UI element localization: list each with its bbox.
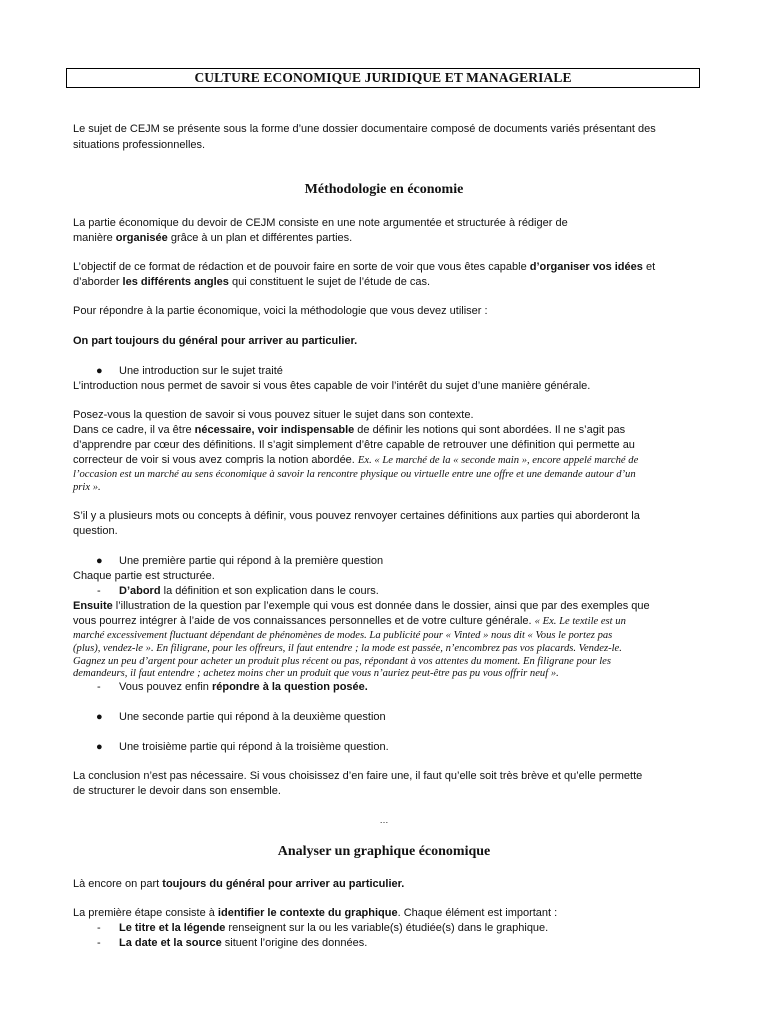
- dash-item: Le titre et la légende renseignent sur la ou les variable(s) étudiée(s) dans le graphique.: [119, 922, 549, 934]
- intro-line-2: situations professionnelles.: [73, 139, 206, 151]
- example-text: (plus), vendez-le ». En filigrane, pour les offreurs, il faut entendre ; la mode est passée, n’encombrez pas vos placards. Vendez-le.: [73, 643, 622, 654]
- paragraph-line: Dans ce cadre, il va être nécessaire, voir indispensable de définir les notions qui sont abordées. Il ne s’agit pas: [73, 424, 626, 436]
- paragraph-line: d’apprendre par cœur des définitions. Il s’agit simplement d’être capable de retrouver une définition qui permette au: [73, 439, 635, 451]
- bullet-item: Une première partie qui répond à la première question: [119, 555, 384, 567]
- bullet-icon: ●: [96, 365, 103, 377]
- dash-item: D’abord la définition et son explication dans le cours.: [119, 585, 379, 597]
- dash-item: La date et la source situent l’origine des données.: [119, 937, 368, 949]
- paragraph-line: de structurer le devoir dans son ensemble.: [73, 785, 281, 797]
- bullet-item: Une seconde partie qui répond à la deuxième question: [119, 711, 386, 723]
- dash-icon: -: [97, 585, 101, 597]
- bullet-icon: ●: [96, 555, 103, 567]
- document-title: CULTURE ECONOMIQUE JURIDIQUE ET MANAGERIALE: [66, 68, 700, 88]
- dash-icon: -: [97, 922, 101, 934]
- paragraph-line: manière organisée grâce à un plan et différentes parties.: [73, 232, 353, 244]
- paragraph-line: La partie économique du devoir de CEJM consiste en une note argumentée et structurée à rédiger de: [73, 217, 568, 229]
- section-heading-economie: Méthodologie en économie: [304, 182, 464, 197]
- dash-icon: -: [97, 681, 101, 693]
- paragraph-line: L’objectif de ce format de rédaction et de pouvoir faire en sorte de voir que vous êtes capable d’organiser vos idées et: [73, 261, 656, 273]
- paragraph-line: d’aborder les différents angles qui constituent le sujet de l’étude de cas.: [73, 276, 431, 288]
- paragraph-line: question.: [73, 525, 118, 537]
- paragraph-line: Ensuite l’illustration de la question par l’exemple qui vous est donnée dans le dossier, ainsi que par des exemples que: [73, 600, 650, 612]
- paragraph-line: La conclusion n’est pas nécessaire. Si vous choisissez d’en faire une, il faut qu’elle soit très brève et qu’elle permette: [73, 770, 643, 782]
- paragraph-line: Pour répondre à la partie économique, voici la méthodologie que vous devez utiliser :: [73, 305, 488, 317]
- key-principle: On part toujours du général pour arriver au particulier.: [73, 335, 358, 347]
- paragraph-line: Chaque partie est structurée.: [73, 570, 215, 582]
- paragraph-line: Posez-vous la question de savoir si vous pouvez situer le sujet dans son contexte.: [73, 409, 474, 421]
- paragraph-line: Là encore on part toujours du général pour arriver au particulier.: [73, 878, 405, 890]
- example-text: prix ».: [73, 482, 101, 493]
- paragraph-line: S’il y a plusieurs mots ou concepts à définir, vous pouvez renvoyer certaines définitions aux parties qui aborderont la: [73, 510, 640, 522]
- separator: …: [379, 815, 389, 825]
- paragraph-line: La première étape consiste à identifier le contexte du graphique. Chaque élément est important :: [73, 907, 558, 919]
- dash-item: Vous pouvez enfin répondre à la question posée.: [119, 681, 368, 693]
- example-text: marché excessivement fluctuant dépendant de phénomènes de modes. La publicité pour « Vinted » nous dit « Vous le portez pas: [73, 630, 613, 641]
- example-text: l’occasion est un marché au sens économique à savoir la rencontre physique ou virtuelle entre une offre et une demande autour d’un: [73, 469, 636, 480]
- dash-icon: -: [97, 937, 101, 949]
- paragraph-line: vous pourrez intégrer à l’aide de vos connaissances personnelles et de votre culture générale. « Ex. Le textile est un: [73, 615, 626, 627]
- example-text: demandeurs, il faut entendre ; achetez moins cher un produit que vous n’auriez peut-être pas pu vous offrir neuf ».: [73, 668, 559, 679]
- example-text: Gagnez un peu d’argent pour acheter un produit plus récent ou pas, répondant à vos attentes du moment. En filigrane pour les: [73, 656, 611, 667]
- bullet-icon: ●: [96, 711, 103, 723]
- section-heading-graphique: Analyser un graphique économique: [277, 844, 491, 859]
- bullet-item: Une troisième partie qui répond à la troisième question.: [119, 741, 389, 753]
- intro-line-1: Le sujet de CEJM se présente sous la forme d’une dossier documentaire composé de documents variés présentant des: [73, 123, 656, 135]
- paragraph-line: correcteur de voir si vous avez compris la notion abordée. Ex. « Le marché de la « seconde main », encore appelé marché de: [73, 454, 639, 466]
- bullet-icon: ●: [96, 741, 103, 753]
- bullet-item: Une introduction sur le sujet traité: [119, 365, 283, 377]
- paragraph-line: L’introduction nous permet de savoir si vous êtes capable de voir l’intérêt du sujet d’une manière générale.: [73, 380, 591, 392]
